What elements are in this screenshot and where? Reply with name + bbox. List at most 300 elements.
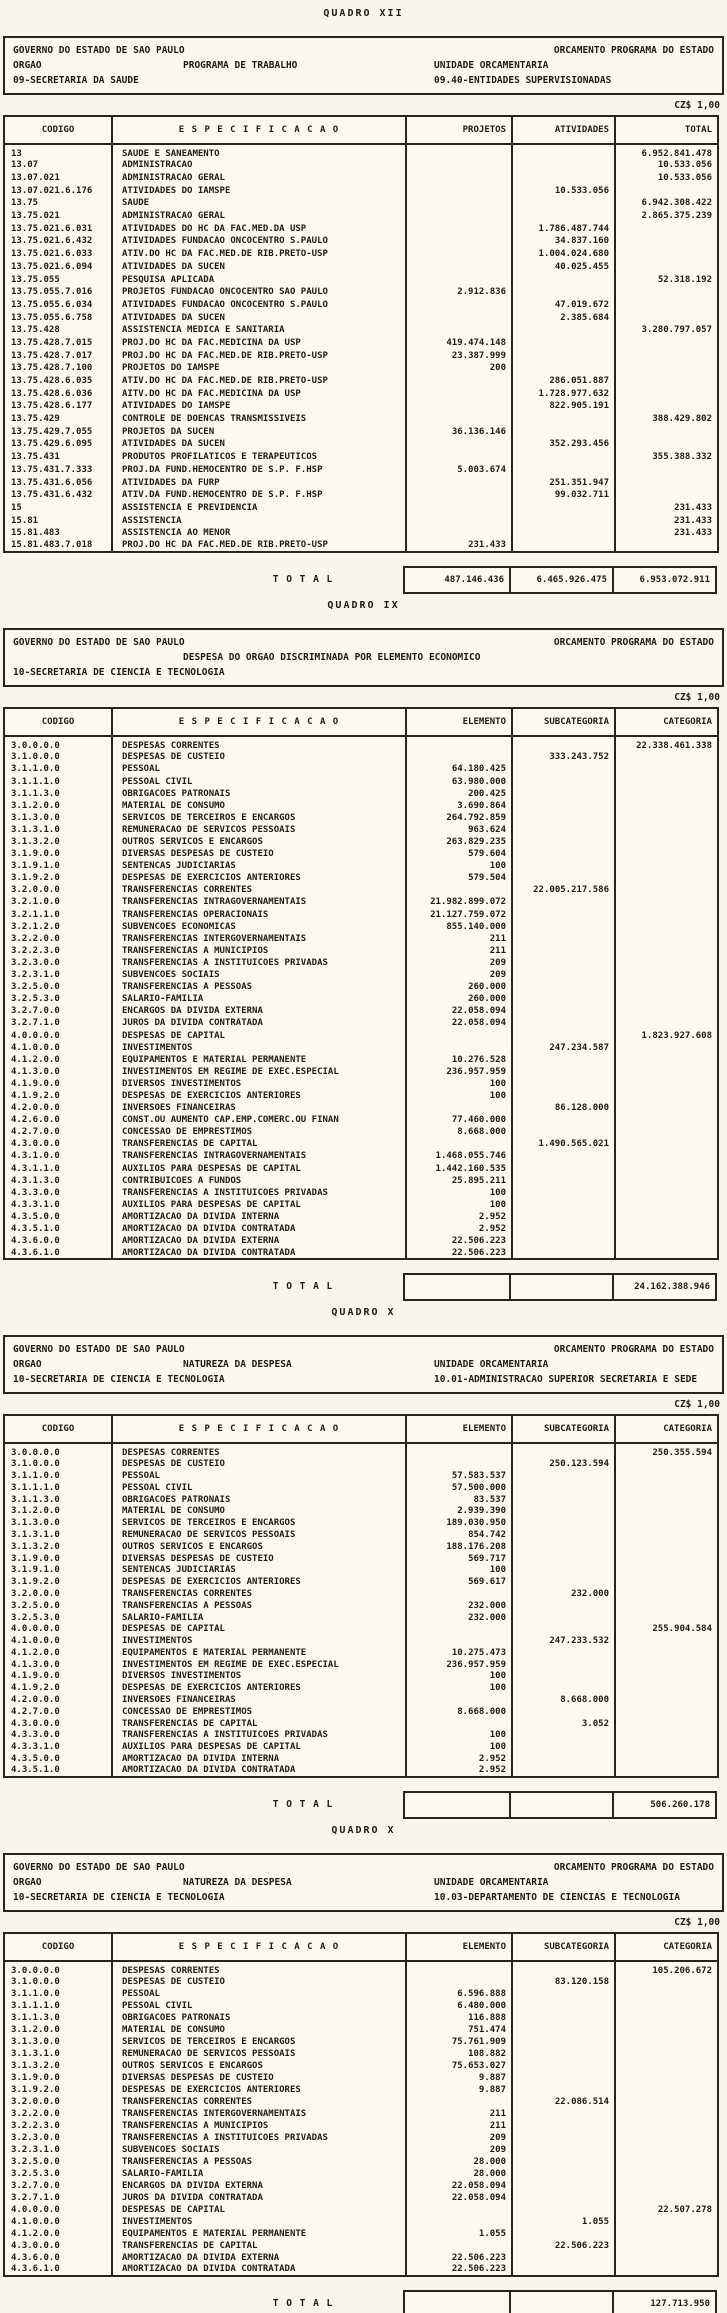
code-cell: 4.1.0.0.0 [11,1042,60,1053]
table-row [4,1753,718,1765]
code-cell: 3.2.0.0.0 [11,1588,60,1599]
code-cell: 3.2.5.0.0 [11,2156,60,2167]
table-row [4,1078,718,1090]
value-cell [512,1017,615,1029]
table-row [4,2252,718,2264]
spec-cell: SAUDE [112,197,406,210]
value-cell: 263.829.235 [406,836,512,848]
value-cell [512,172,615,185]
code-cell: 3.1.1.1.0 [11,776,60,787]
value-cell [615,872,718,884]
value-cell [615,800,718,812]
quadro-section [3,1307,724,1819]
code-cell: 3.2.7.0.0 [11,1006,60,1017]
column-header-row [4,116,718,144]
value-cell [615,836,718,848]
value-cell: 75.653.027 [406,2060,512,2072]
value-cell [615,945,718,957]
spec-cell: ATIVIDADES DA SUCEN [112,261,406,274]
value-cell: 2.385.684 [512,311,615,324]
government-title: GOVERNO DO ESTADO DE SAO PAULO [13,1861,185,1873]
spec-cell: OUTROS SERVICOS E ENCARGOS [112,836,406,848]
quadro-title: QUADRO X [331,1824,396,1836]
table-row [4,1235,718,1247]
code-cell: 15 [11,502,22,513]
table-row [4,489,718,502]
value-cell: 100 [406,1741,512,1753]
spec-cell: SUBVENCOES SOCIAIS [112,2144,406,2156]
totals-box [403,566,717,594]
value-cell [512,1541,615,1553]
code-cell: 13.75.428.6.036 [11,388,93,399]
code-cell: 3.1.9.0.0 [11,849,60,860]
value-cell [615,425,718,438]
table-row [4,2036,718,2048]
value-cell [512,945,615,957]
column-header-row [4,708,718,736]
table-row [4,2156,718,2168]
header-row-2 [13,58,714,73]
total-value: 6.953.072.911 [614,566,717,594]
spec-cell: ATIVIDADES DA SUCEN [112,311,406,324]
value-cell [615,981,718,993]
table-row [4,1199,718,1211]
code-cell: 13.75.428.7.100 [11,363,93,374]
table-row [4,1623,718,1635]
spec-cell: INVESTIMENTOS EM REGIME DE EXEC.ESPECIAL [112,1659,406,1671]
column-header: ELEMENTO [406,1415,512,1443]
value-cell [615,1126,718,1138]
value-cell [615,349,718,362]
value-cell: 2.952 [406,1753,512,1765]
value-cell: 286.051.887 [512,375,615,388]
spec-cell: TRANSFERENCIAS DE CAPITAL [112,1138,406,1150]
value-cell [512,2264,615,2276]
value-cell [512,1211,615,1223]
spec-cell: AMORTIZACAO DA DIVIDA INTERNA [112,1753,406,1765]
code-cell: 3.1.1.0.0 [11,1988,60,1999]
value-cell: 108.882 [406,2048,512,2060]
value-cell: 116.888 [406,2012,512,2024]
table-row [4,197,718,210]
government-title: GOVERNO DO ESTADO DE SAO PAULO [13,45,185,56]
value-cell: 36.136.146 [406,425,512,438]
value-cell [512,2072,615,2084]
value-cell [512,2132,615,2144]
table-row [4,872,718,884]
value-cell: 52.318.192 [615,273,718,286]
code-cell: 13.75.021.6.432 [11,236,93,247]
table-row [4,502,718,515]
spec-cell: ATIV.DO HC DA FAC.MED.DE RIB.PRETO-USP [112,248,406,261]
value-cell: 579.604 [406,848,512,860]
spec-cell: TRANSFERENCIAS CORRENTES [112,2096,406,2108]
value-cell [512,425,615,438]
code-cell: 4.2.0.0.0 [11,1695,60,1706]
value-cell [615,235,718,248]
spec-cell: ASSISTENCIA E PREVIDENCIA [112,502,406,515]
table-row [4,1718,718,1730]
table-row [4,957,718,969]
spec-cell: TRANSFERENCIAS A PESSOAS [112,981,406,993]
value-cell: 2.939.390 [406,1505,512,1517]
code-cell: 3.1.3.0.0 [11,1518,60,1529]
code-cell: 3.1.9.0.0 [11,2072,60,2083]
code-cell: 3.1.1.1.0 [11,2000,60,2011]
total-value [511,1273,614,1301]
value-cell: 236.957.959 [406,1066,512,1078]
table-row [4,2180,718,2192]
value-cell [512,2228,615,2240]
spec-cell: SUBVENCOES SOCIAIS [112,969,406,981]
spec-cell: TRANSFERENCIAS A INSTITUICOES PRIVADAS [112,1187,406,1199]
table-row [4,210,718,223]
value-cell: 388.429.802 [615,413,718,426]
code-cell: 4.3.0.0.0 [11,1718,60,1729]
table-row [4,1126,718,1138]
header-box [3,1853,724,1912]
value-cell [512,1600,615,1612]
value-cell: 10.276.528 [406,1054,512,1066]
value-cell [512,2000,615,2012]
value-cell: 3.052 [512,1718,615,1730]
table-row [4,1211,718,1223]
code-cell: 4.1.9.2.0 [11,1683,60,1694]
table-row [4,144,718,159]
table-row [4,1988,718,2000]
value-cell: 83.120.158 [512,1976,615,1988]
value-cell [512,1765,615,1777]
value-cell [615,1765,718,1777]
table-row [4,2060,718,2072]
value-cell: 200.425 [406,788,512,800]
value-cell [512,197,615,210]
code-cell: 4.1.3.0.0 [11,1659,60,1670]
code-cell: 4.3.1.0.0 [11,1151,60,1162]
column-header: E S P E C I F I C A C A O [112,116,406,144]
orgao-label: ORGAO [13,60,42,71]
table-row [4,981,718,993]
spec-cell: TRANSFERENCIAS INTERGOVERNAMENTAIS [112,2108,406,2120]
value-cell [615,1482,718,1494]
table-row [4,836,718,848]
spec-cell: AMORTIZACAO DA DIVIDA INTERNA [112,1211,406,1223]
table-row [4,2084,718,2096]
table-row [4,800,718,812]
value-cell [512,736,615,751]
value-cell [406,1694,512,1706]
code-cell: 3.2.3.0.0 [11,957,60,968]
table-body [4,1443,718,1777]
value-cell [512,1576,615,1588]
table-row [4,172,718,185]
value-cell [615,763,718,775]
header-row-2 [13,1875,714,1890]
spec-cell: JUROS DA DIVIDA CONTRATADA [112,1017,406,1029]
value-cell [615,1054,718,1066]
table-row [4,1029,718,1041]
spec-cell: AUXILIOS PARA DESPESAS DE CAPITAL [112,1199,406,1211]
column-header: SUBCATEGORIA [512,708,615,736]
spec-cell: CONCESSAO DE EMPRESTIMOS [112,1706,406,1718]
value-cell [512,324,615,337]
table-row [4,286,718,299]
value-cell [512,1247,615,1259]
value-cell: 188.176.208 [406,1541,512,1553]
value-cell [406,375,512,388]
table-row [4,1529,718,1541]
spec-cell: PESSOAL [112,1470,406,1482]
spec-cell: DESPESAS DE CUSTEIO [112,1458,406,1470]
code-cell: 13.75.431.6.432 [11,490,93,501]
code-cell: 4.3.6.1.0 [11,1247,60,1258]
value-cell [406,261,512,274]
value-cell [615,1635,718,1647]
table-row [4,1443,718,1458]
value-cell [615,2096,718,2108]
value-cell: 83.537 [406,1494,512,1506]
value-cell: 57.500.000 [406,1482,512,1494]
value-cell: 1.004.024.680 [512,248,615,261]
value-cell [615,1541,718,1553]
table-row [4,375,718,388]
value-cell: 9.887 [406,2072,512,2084]
spec-cell: OBRIGACOES PATRONAIS [112,2012,406,2024]
value-cell [512,1988,615,2000]
value-cell [406,1102,512,1114]
value-cell [615,1102,718,1114]
value-cell [615,2156,718,2168]
value-cell [615,1553,718,1565]
value-cell [406,1042,512,1054]
value-cell: 105.206.672 [615,1961,718,1976]
spec-cell: PESQUISA APLICADA [112,273,406,286]
table-row [4,969,718,981]
spec-cell: DESPESAS DE EXERCICIOS ANTERIORES [112,1090,406,1102]
spec-cell: AMORTIZACAO DA DIVIDA EXTERNA [112,1235,406,1247]
table-row [4,1659,718,1671]
spec-cell: REMUNERACAO DE SERVICOS PESSOAIS [112,824,406,836]
value-cell [512,1753,615,1765]
spec-cell: EQUIPAMENTOS E MATERIAL PERMANENTE [112,2228,406,2240]
value-cell [406,159,512,172]
table-row [4,921,718,933]
table-row [4,788,718,800]
value-cell [512,2192,615,2204]
value-cell: 22.058.094 [406,2180,512,2192]
spec-cell: DESPESAS DE CUSTEIO [112,1976,406,1988]
value-cell [615,1150,718,1162]
value-cell: 64.180.425 [406,763,512,775]
spec-cell: INVESTIMENTOS [112,1042,406,1054]
table-row [4,1187,718,1199]
code-cell: 4.2.0.0.0 [11,1103,60,1114]
code-cell: 3.2.3.1.0 [11,970,60,981]
value-cell [615,476,718,489]
column-header: ELEMENTO [406,708,512,736]
table-row [4,1588,718,1600]
column-header: E S P E C I F I C A C A O [112,1415,406,1443]
spec-cell: ASSISTENCIA AO MENOR [112,527,406,540]
spec-cell: ATIVIDADES DA FURP [112,476,406,489]
value-cell: 25.895.211 [406,1175,512,1187]
spec-cell: DIVERSOS INVESTIMENTOS [112,1671,406,1683]
value-cell: 22.506.223 [406,2264,512,2276]
value-cell [512,933,615,945]
value-cell: 209 [406,2132,512,2144]
value-cell [615,2108,718,2120]
value-cell [615,337,718,350]
spec-cell: DESPESAS DE EXERCICIOS ANTERIORES [112,1576,406,1588]
value-cell [615,489,718,502]
column-header: ATIVIDADES [512,116,615,144]
orgao-value: 10-SECRETARIA DE CIENCIA E TECNOLOGIA [13,1374,225,1386]
value-cell [615,860,718,872]
value-cell [615,1588,718,1600]
table-row [4,235,718,248]
value-cell [512,286,615,299]
value-cell: 100 [406,1730,512,1742]
value-cell: 28.000 [406,2156,512,2168]
spec-cell: DESPESAS DE CUSTEIO [112,751,406,763]
total-value: 127.713.950 [614,2290,717,2313]
value-cell [406,400,512,413]
table-row [4,2012,718,2024]
value-cell: 1.490.565.021 [512,1138,615,1150]
spec-cell: PROJ.DA FUND.HEMOCENTRO DE S.P. F.HSP [112,464,406,477]
code-cell: 4.1.2.0.0 [11,1647,60,1658]
value-cell [512,2180,615,2192]
totals-box [403,1791,717,1819]
code-cell: 13.75.055.6.034 [11,299,93,310]
value-cell [615,1671,718,1683]
value-cell: 6.596.888 [406,1988,512,2000]
value-cell: 3.280.797.057 [615,324,718,337]
value-cell: 5.003.674 [406,464,512,477]
column-header: PROJETOS [406,116,512,144]
table-row [4,273,718,286]
value-cell [512,2012,615,2024]
value-cell [615,1211,718,1223]
spec-cell: TRANSFERENCIAS A INSTITUICOES PRIVADAS [112,2132,406,2144]
table-row [4,776,718,788]
column-header: TOTAL [615,116,718,144]
value-cell: 1.823.927.608 [615,1029,718,1041]
code-cell: 13.07.021 [11,173,60,184]
total-value: 487.146.436 [405,566,511,594]
table-row [4,1247,718,1259]
spec-cell: TRANSFERENCIAS CORRENTES [112,884,406,896]
spec-cell: DESPESAS DE CAPITAL [112,1029,406,1041]
spec-cell: PESSOAL [112,1988,406,2000]
code-cell: 4.3.5.0.0 [11,1754,60,1765]
table-row [4,2000,718,2012]
code-cell: 4.2.7.0.0 [11,1127,60,1138]
spec-cell: TRANSFERENCIAS A MUNICIPIOS [112,945,406,957]
code-cell: 4.1.9.0.0 [11,1078,60,1089]
table-row [4,1494,718,1506]
table-row [4,1671,718,1683]
code-cell: 3.1.9.2.0 [11,2084,60,2095]
spec-cell: SALARIO-FAMILIA [112,2168,406,2180]
value-cell: 211 [406,2120,512,2132]
table-row [4,1635,718,1647]
value-cell [615,1223,718,1235]
value-cell [615,2000,718,2012]
spec-cell: DESPESAS CORRENTES [112,1961,406,1976]
value-cell [406,1623,512,1635]
value-cell [406,502,512,515]
spec-cell: ATIVIDADES DO IAMSPE [112,400,406,413]
value-cell: 22.058.094 [406,1005,512,1017]
code-cell: 3.1.9.0.0 [11,1553,60,1564]
total-value [511,1791,614,1819]
value-cell [512,502,615,515]
table-row [4,860,718,872]
spec-cell: REMUNERACAO DE SERVICOS PESSOAIS [112,2048,406,2060]
unidade-orcamentaria-label: UNIDADE ORCAMENTARIA [434,1876,549,1888]
code-cell: 13.75.021.6.094 [11,261,93,272]
code-cell: 15.81.483.7.018 [11,540,93,551]
spec-cell: PROJETOS FUNDACAO ONCOCENTRO SAO PAULO [112,286,406,299]
column-header: E S P E C I F I C A C A O [112,708,406,736]
code-cell: 4.1.9.0.0 [11,1671,60,1682]
value-cell [512,2168,615,2180]
value-cell: 250.123.594 [512,1458,615,1470]
code-cell: 13.75.428.6.035 [11,376,93,387]
value-cell [512,1187,615,1199]
spec-cell: CONTROLE DE DOENCAS TRANSMISSIVEIS [112,413,406,426]
value-cell: 260.000 [406,981,512,993]
spec-cell: OBRIGACOES PATRONAIS [112,788,406,800]
code-cell: 3.1.3.0.0 [11,812,60,823]
spec-cell: DESPESAS DE CAPITAL [112,1623,406,1635]
table-row [4,1564,718,1576]
code-cell: 3.1.0.0.0 [11,1976,60,1987]
code-cell: 3.2.2.3.0 [11,945,60,956]
value-cell [615,1114,718,1126]
table-row [4,848,718,860]
spec-cell: PRODUTOS PROFILATICOS E TERAPEUTICOS [112,451,406,464]
code-cell: 3.2.2.3.0 [11,2120,60,2131]
code-cell: 3.2.7.1.0 [11,1018,60,1029]
code-cell: 4.1.0.0.0 [11,1636,60,1647]
spec-cell: PESSOAL CIVIL [112,2000,406,2012]
value-cell [615,1235,718,1247]
code-cell: 4.1.9.2.0 [11,1090,60,1101]
value-cell: 822.905.191 [512,400,615,413]
spec-cell: ENCARGOS DA DIVIDA EXTERNA [112,2180,406,2192]
table-row [4,438,718,451]
value-cell [512,836,615,848]
spec-cell: TRANSFERENCIAS A MUNICIPIOS [112,2120,406,2132]
value-cell [512,957,615,969]
value-cell [512,2252,615,2264]
spec-cell: DIVERSAS DESPESAS DE CUSTEIO [112,1553,406,1565]
value-cell [615,1163,718,1175]
value-cell: 21.982.899.072 [406,896,512,908]
table-row [4,1612,718,1624]
spec-cell: TRANSFERENCIAS CORRENTES [112,1588,406,1600]
code-cell: 3.1.1.3.0 [11,1494,60,1505]
value-cell: 211 [406,933,512,945]
value-cell [512,993,615,1005]
currency-label: CZ$ 1,00 [674,100,720,111]
value-cell [615,1529,718,1541]
value-cell: 100 [406,1187,512,1199]
orgao-label: ORGAO [13,1359,42,1371]
value-cell [512,514,615,527]
